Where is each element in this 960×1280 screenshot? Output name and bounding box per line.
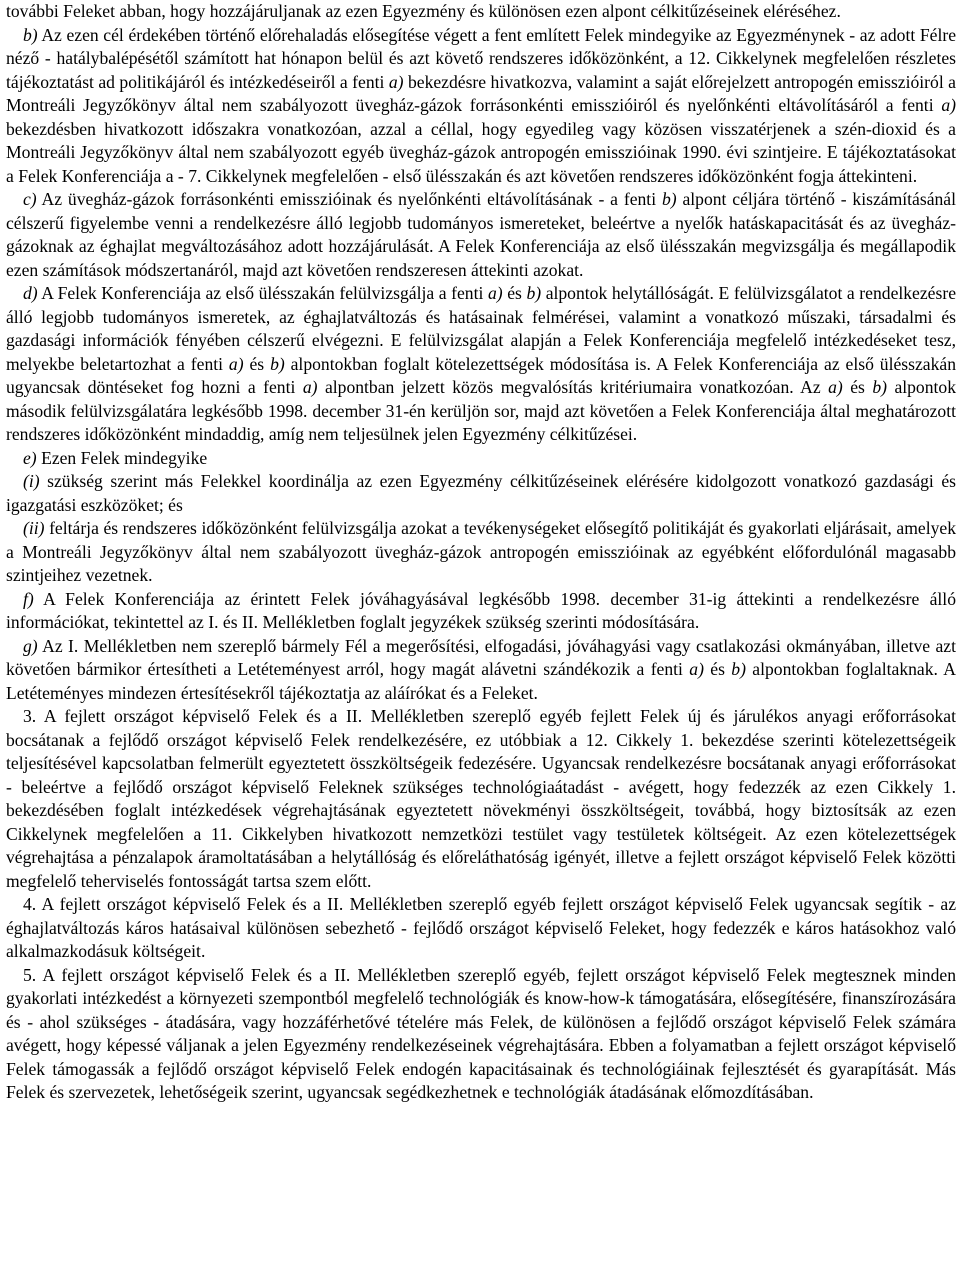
text-run: és [842,377,873,397]
list-marker: c) [23,189,37,209]
paragraph [6,893,956,964]
list-marker: (ii) [23,518,45,538]
text-run: Az I. Mellékletben nem szereplő bármely Fél a megerősítési, elfogadási, jóváhagyási vagy csatlakozási okmányában, illetve azt követően bármikor értesítheti a Letéteményest arról, hogy magát alávetni szándékozik a fenti [6,635,956,679]
text-run: Az ezen cél érdekében történő előrehaladás elősegítése végett a fent említett Felek mindegyike az Egyezménynek - az adott Félre néző - hatálybalépésétől számított hat hónapon belül és azt követő rendszeres időközönként, a 12. Cikkelynek megfelelően részletes tájékoztatást ad politikájáról és intézkedéseiről a fenti [6,24,956,92]
text-run: alpontok helytállóságát. E felülvizsgálatot a rendelkezésre álló legjobb tudományos ismeretek, az éghajlatváltozás és hatásainak felmérései, valamint a vonatkozó műszaki, társadalmi és gazdasági információk fényében célszerű elvégezni. E felülvizsgálat alapján a Felek Konferenciája megfelelő intézkedéseket tesz, melyekbe beletartozhat a fenti [6,283,956,374]
list-marker: a) [487,283,503,303]
list-marker: a) [941,95,956,115]
paragraph [6,470,956,517]
list-marker: b) [661,189,677,209]
list-marker: d) [23,283,38,303]
paragraph [6,517,956,588]
text-run: alpontok második felülvizsgálatára legkésőbb 1998. december 31-én kerüljön sor, majd azt követően a Felek Konferenciája által meghatározott rendszeres időközönként mindaddig, amíg nem teljesülnek jelen Egyezmény célkitűzései. [6,377,957,444]
list-marker: b) [270,353,285,374]
list-marker: b) [731,659,746,679]
paragraph [6,964,956,1105]
text-run: bekezdésben hivatkozott időszakra vonatkozóan, azzal a céllal, hogy egyedileg vagy közösen visszatérjenek a szén-dioxid és a Montreáli Jegyzőkönyv által nem szabályozott egyéb üvegház-gázok antropogén emisszióinak 1990. évi szintjeire. E tájékoztatásokat a Felek Konferenciája a - 7. Cikkelynek megfelelően - első ülésszakán és azt követően rendszeres időközönként fogja áttekinteni. [6,118,956,186]
text-run: bekezdésre hivatkozva, valamint a saját előrejelzett antropogén emisszióiról a Montreáli Jegyzőkönyv által nem szabályozott üvegház-gázok forrásonkénti emisszióiról és nyelőnkénti eltávolításáról a fenti [6,71,956,115]
text-run: alpontokban foglaltaknak. A Letéteményes mindezen értesítésekről tájékoztatja az aláírókat és a Feleket. [6,659,956,703]
text-run: A Felek Konferenciája az első ülésszakán felülvizsgálja a fenti [37,283,488,303]
paragraph [6,705,956,893]
list-marker: b) [23,24,38,45]
list-marker: g) [23,635,38,656]
paragraph [6,447,956,471]
list-marker: b) [526,283,542,303]
text-run: A Felek Konferenciája az érintett Felek jóváhagyásával legkésőbb 1998. december 31-ig áttekinti a rendelkezésre álló információkat, tekintettel az I. és II. Mellékletben foglalt jegyzékek szükség szerinti módosítására. [6,588,956,632]
list-marker: f) [23,588,34,609]
paragraph [6,635,956,706]
text-run: feltárja és rendszeres időközönként felülvizsgálja azokat a tevékenységeket elősegítő politikáját és gyakorlati eljárásait, amelyek a Montreáli Jegyzőkönyv által nem szabályozott üvegház-gázok antropogén emisszióinak az egyébként előfordulónál magasabb szintjeihez vezetnek. [6,518,956,585]
text-run: szükség szerint más Felekkel koordinálja az ezen Egyezmény célkitűzéseinek elérésére kidolgozott vonatkozó gazdasági és igazgatási eszközöket; és [6,471,956,515]
list-marker: a) [689,659,704,679]
paragraph [6,282,956,447]
text-run: alpontokban foglalt kötelezettségek módosítása is. A Felek Konferenciája az első ülésszakán ugyancsak döntéseket fog hozni a fenti [6,353,957,397]
paragraph [6,24,956,189]
text-run: alpont céljára történő - kiszámításánál célszerű figyelembe venni a rendelkezésre álló legjobb tudományos ismereteket, beleértve a nyelők hatáskapacitását és az üvegház-gázoknak az éghajlat megváltozásához adott hozzájárulását. A Felek Konferenciája az első ülésszakán megvizsgálja és megállapodik ezen számítások módszertanáról, majd azt követően rendszeresen áttekinti azokat. [6,189,957,280]
text-run: és [502,283,527,303]
list-marker: a) [388,71,404,92]
paragraph [6,188,956,282]
list-marker: a) [302,377,318,397]
text-run: 4. A fejlett országot képviselő Felek és a II. Mellékletben szereplő egyéb fejlett országot képviselő Felek ugyancsak segítik - az éghajlatváltozás káros hatásaival különösen sebezhető - fejlődő országot képviselő Feleket, hogy fedezzék e káros hatásokhoz való alkalmazkodásuk költségeit. [6,894,956,961]
text-run: Ezen Felek mindegyike [36,447,208,468]
list-marker: e) [23,447,37,468]
text-run: 3. A fejlett országot képviselő Felek és a II. Mellékletben szereplő egyéb fejlett Felek új és járulékos anyagi erőforrásokat bocsátanak a fejlődő országot képviselő Felek rendelkezésére, ez utóbbiak a 12. Cikkely 1. bekezdése szerinti kötelezettségeik teljesítésével kapcsolatban felmerült egyeztetett összköltségeik fedezésére. Ugyancsak rendelkezésre bocsátanak anyagi erőforrásokat - beleértve a fejlődő országot képviselő Feleknek szükséges technológiaátadást - avégett, hogy fedezzék az ezen Cikkely 1. bekezdésében foglalt intézkedések végrehajtásának egyeztetett növekményi összköltségeit, továbbá, hogy biztosítsák az ezen Cikkelynek megfelelően a 11. Cikkelyben hivatkozott nemzetközi testület vagy testületek költségeit. Az ezen kötelezettségek végrehajtása a pénzalapok áramoltatásában a helytállóság és előreláthatóság igényét, illetve a fejlett országot képviselő Felek közötti megfelelő teherviselés fontosságát tartsa szem előtt. [6,706,956,891]
list-marker: a) [228,353,244,374]
list-marker: b) [872,377,887,397]
paragraph [6,0,956,24]
paragraph [6,588,956,635]
text-run: Az üvegház-gázok forrásonkénti emisszióinak és nyelőnkénti eltávolításának - a fenti [36,189,662,209]
list-marker: (i) [23,471,40,491]
text-run: alpontban jelzett közös megvalósítás kritériumaira vonatkozóan. Az [317,377,829,397]
list-marker: a) [828,377,843,397]
text-run: és [703,659,732,679]
text-run: további Feleket abban, hogy hozzájáruljanak az ezen Egyezmény és különösen ezen alpont célkitűzéseinek eléréséhez. [6,1,841,21]
text-run: és [243,353,271,374]
text-run: 5. A fejlett országot képviselő Felek és a II. Mellékletben szereplő egyéb, fejlett országot képviselő Felek megtesznek minden gyakorlati intézkedést a környezeti szempontból megfelelő technológiák és know-how-k támogatására, elősegítésére, finanszírozására és - ahol szükséges - átadására, vagy hozzáférhetővé tételére más Felek, de különösen a fejlődő országot képviselő Felek számára avégett, hogy képessé váljanak a jelen Egyezmény rendelkezéseinek végrehajtására. Ebben a folyamatban a fejlett országot képviselő Felek támogassák a fejlődő országot képviselő Felek endogén kapacitásainak és technológiáinak fejlesztését és gyarapítását. Más Felek és szervezetek, lehetőségeik szerint, ugyancsak segédkezhetnek e technológiák átadásának előmozdításában. [6,964,956,1102]
